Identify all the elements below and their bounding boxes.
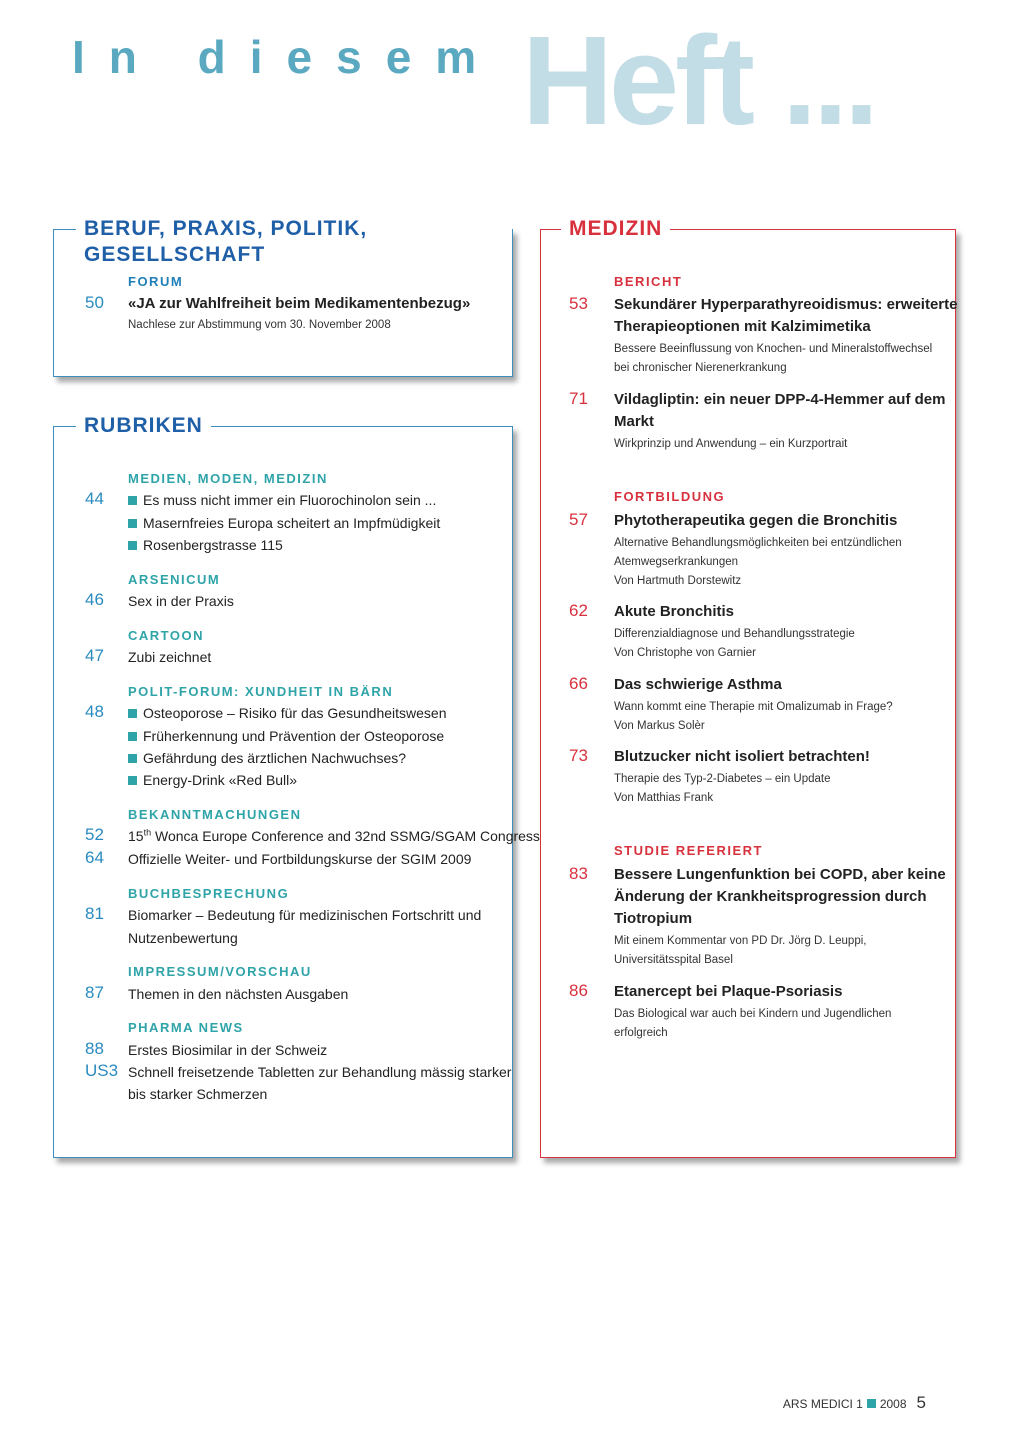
buch-label: BUCHBESPRECHUNG: [128, 886, 290, 901]
bullet-icon: [128, 776, 137, 785]
list-item[interactable]: Osteoporose – Risiko für das Gesundheitswesen: [128, 702, 447, 724]
bullet-icon: [128, 519, 137, 528]
list-item[interactable]: Es muss nicht immer ein Fluorochinolon sein ...: [128, 489, 436, 511]
fortbildung-sub-3a: Wann kommt eine Therapie mit Omalizumab in Frage?: [614, 701, 893, 713]
fortbildung-sub-1b: Atemwegserkrankungen: [614, 556, 739, 568]
pharma-label: PHARMA NEWS: [128, 1020, 244, 1035]
bericht-sub-1b: bei chronischer Nierenerkrankung: [614, 362, 787, 374]
pharma-text-1[interactable]: Erstes Biosimilar in der Schweiz: [128, 1042, 328, 1058]
impressum-label: IMPRESSUM/VORSCHAU: [128, 964, 312, 979]
list-item[interactable]: Masernfreies Europa scheitert an Impfmüdigkeit: [128, 512, 440, 534]
bericht-sub-1a: Bessere Beeinflussung von Knochen- und Mineralstoffwechsel: [614, 343, 933, 355]
fortbildung-title-2[interactable]: Akute Bronchitis: [614, 603, 735, 620]
fortbildung-sub-2a: Differenzialdiagnose und Behandlungsstrategie: [614, 628, 855, 640]
bericht-page-2[interactable]: 71: [569, 389, 588, 408]
bullet-icon: [128, 496, 137, 505]
fortbildung-sub-2b: Von Christophe von Garnier: [614, 647, 756, 659]
studie-title-2[interactable]: Etanercept bei Plaque-Psoriasis: [614, 983, 843, 1000]
studie-sub-1a: Mit einem Kommentar von PD Dr. Jörg D. Leuppi,: [614, 935, 867, 947]
studie-title-1c[interactable]: Tiotropium: [614, 910, 693, 927]
fortbildung-title-1[interactable]: Phytotherapeutika gegen die Bronchitis: [614, 512, 898, 529]
buch-text-2[interactable]: Nutzenbewertung: [128, 930, 238, 946]
fortbildung-page-2[interactable]: 62: [569, 601, 588, 620]
fortbildung-title-3[interactable]: Das schwierige Asthma: [614, 676, 782, 693]
forum-subtitle: Nachlese zur Abstimmung vom 30. November 2008: [128, 319, 391, 331]
list-item[interactable]: Rosenbergstrasse 115: [128, 534, 283, 556]
bericht-title-1a[interactable]: Sekundärer Hyperparathyreoidismus: erweiterte: [614, 296, 958, 313]
pharma-page-1[interactable]: 88: [85, 1039, 104, 1058]
buch-text-1[interactable]: Biomarker – Bedeutung für medizinischen Fortschritt und: [128, 907, 482, 923]
bekannt-page-1[interactable]: 52: [85, 825, 104, 844]
bekannt-text-1[interactable]: 15th Wonca Europe Conference and 32nd SSMG/SGAM Congress: [128, 827, 540, 844]
footer-year: 2008: [879, 1397, 907, 1411]
fortbildung-sub-1a: Alternative Behandlungsmöglichkeiten bei entzündlichen: [614, 537, 902, 549]
impressum-text[interactable]: Themen in den nächsten Ausgaben: [128, 986, 349, 1002]
fortbildung-sub-4a: Therapie des Typ-2-Diabetes – ein Update: [614, 773, 831, 785]
arsenicum-text[interactable]: Sex in der Praxis: [128, 593, 234, 609]
bericht-title-2a[interactable]: Vildagliptin: ein neuer DPP-4-Hemmer auf dem: [614, 391, 946, 408]
title-heft: Heft ...: [522, 10, 876, 151]
medien-label: MEDIEN, MODEN, MEDIZIN: [128, 471, 328, 486]
bericht-title-2b[interactable]: Markt: [614, 413, 655, 430]
bericht-sub-2a: Wirkprinzip und Anwendung – ein Kurzportrait: [614, 438, 848, 450]
rubriken-heading: RUBRIKEN: [76, 413, 211, 439]
footer-journal: ARS MEDICI 1: [782, 1397, 863, 1411]
forum-page[interactable]: 50: [85, 293, 104, 312]
polit-page[interactable]: 48: [85, 702, 104, 721]
bekannt-text-2[interactable]: Offizielle Weiter- und Fortbildungskurse der SGIM 2009: [128, 851, 472, 867]
page-footer: [783, 1393, 926, 1414]
impressum-page[interactable]: 87: [85, 983, 104, 1002]
footer-square-icon: [867, 1399, 876, 1408]
polit-label: POLIT-FORUM: XUNDHEIT IN BÄRN: [128, 684, 394, 699]
studie-sub-2b: erfolgreich: [614, 1027, 668, 1039]
fortbildung-page-4[interactable]: 73: [569, 746, 588, 765]
studie-label: STUDIE REFERIERT: [614, 843, 763, 858]
title-in-diesem: In diesem: [72, 31, 501, 83]
cartoon-label: CARTOON: [128, 628, 204, 643]
pharma-page-2[interactable]: US3: [85, 1061, 119, 1080]
cartoon-text[interactable]: Zubi zeichnet: [128, 649, 212, 665]
list-item[interactable]: Energy-Drink «Red Bull»: [128, 769, 297, 791]
bekannt-label: BEKANNTMACHUNGEN: [128, 807, 302, 822]
bullet-icon: [128, 541, 137, 550]
studie-page-2[interactable]: 86: [569, 981, 588, 1000]
list-item[interactable]: Gefährdung des ärztlichen Nachwuchses?: [128, 747, 406, 769]
studie-page-1[interactable]: 83: [569, 864, 588, 883]
pharma-text-2b[interactable]: bis starker Schmerzen: [128, 1086, 268, 1102]
studie-title-1a[interactable]: Bessere Lungenfunktion bei COPD, aber keine: [614, 866, 946, 883]
fortbildung-page-3[interactable]: 66: [569, 674, 588, 693]
studie-title-1b[interactable]: Änderung der Krankheitsprogression durch: [614, 888, 927, 905]
footer-page-number: 5: [916, 1393, 926, 1412]
medien-page[interactable]: 44: [85, 489, 104, 508]
bericht-label: BERICHT: [614, 274, 683, 289]
fortbildung-title-4[interactable]: Blutzucker nicht isoliert betrachten!: [614, 748, 870, 765]
studie-sub-1b: Universitätsspital Basel: [614, 954, 733, 966]
forum-title[interactable]: «JA zur Wahlfreiheit beim Medikamentenbezug»: [128, 295, 471, 312]
bekannt-page-2[interactable]: 64: [85, 848, 104, 867]
arsenicum-label: ARSENICUM: [128, 572, 221, 587]
fortbildung-label: FORTBILDUNG: [614, 489, 726, 504]
fortbildung-sub-1c: Von Hartmuth Dorstewitz: [614, 575, 742, 587]
bullet-icon: [128, 732, 137, 741]
bullet-icon: [128, 709, 137, 718]
bullet-icon: [128, 754, 137, 763]
bericht-page-1[interactable]: 53: [569, 294, 588, 313]
pharma-text-2a[interactable]: Schnell freisetzende Tabletten zur Behandlung mässig starker: [128, 1064, 512, 1080]
forum-label: FORUM: [128, 274, 184, 289]
fortbildung-page-1[interactable]: 57: [569, 510, 588, 529]
studie-sub-2a: Das Biological war auch bei Kindern und Jugendlichen: [614, 1008, 892, 1020]
bericht-title-1b[interactable]: Therapieoptionen mit Kalzimimetika: [614, 318, 871, 335]
fortbildung-sub-3b: Von Markus Solèr: [614, 720, 705, 732]
fortbildung-sub-4b: Von Matthias Frank: [614, 792, 714, 804]
medizin-heading: MEDIZIN: [561, 216, 670, 242]
list-item[interactable]: Früherkennung und Prävention der Osteoporose: [128, 725, 444, 747]
cartoon-page[interactable]: 47: [85, 646, 104, 665]
beruf-heading: BERUF, PRAXIS, POLITIK, GESELLSCHAFT: [76, 216, 512, 268]
arsenicum-page[interactable]: 46: [85, 590, 104, 609]
buch-page[interactable]: 81: [85, 904, 104, 923]
